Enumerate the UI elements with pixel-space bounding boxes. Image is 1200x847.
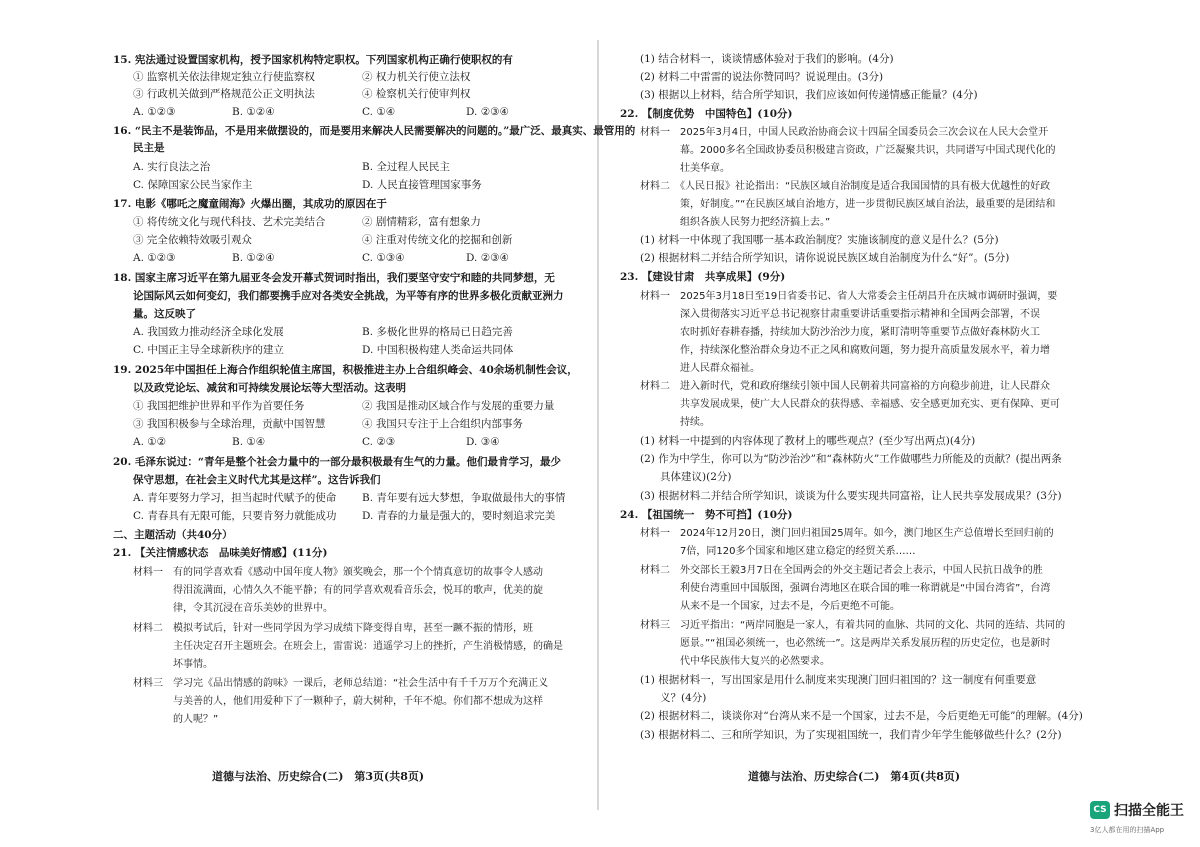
text-line: 具体建议)(2分) [660,471,732,483]
text-line: (1) 材料一中体现了我国哪一基本政治制度？实施该制度的意义是什么？(5分) [640,234,999,246]
text-line: A. ①② [133,436,167,448]
text-line: 17. 电影《哪吒之魔童闹海》火爆出圈，其成功的原因在于 [113,198,387,210]
text-line: ① 将传统文化与现代科技、艺术完美结合 [133,216,326,228]
text-line: A. ①②③ [133,106,176,118]
text-line: ① 监察机关依法律规定独立行使监察权 [133,71,315,83]
text-line: 进人民群众福祉。 [680,363,760,374]
text-line: 农时抓好春耕春播，持续加大防沙治沙力度，紧盯清明等重要节点做好森林防火工 [680,327,1040,338]
text-line: (2) 作为中学生，你可以为“防沙治沙”和“森林防火”工作做哪些力所能及的贡献？(提出两条 [640,453,1062,465]
text-line: (1) 根据材料一，写出国家是用什么制度来实现澳门回归祖国的？这一制度有何重要意 [640,674,1037,686]
text-line: 材料二 《人民日报》社论指出：“民族区域自治制度是适合我国国情的具有极大优越性的好政 [640,181,1051,192]
text-line: D. 青春的力量是强大的，要时刻追求完美 [362,510,556,522]
text-line: (2) 根据材料二，谈谈你对“台湾从来不是一个国家，过去不是，今后更绝无可能”的理解。(4分) [640,710,1083,722]
text-line: 律，令其沉浸在音乐美妙的世界中。 [173,603,333,614]
text-line: C. ①④ [362,106,396,118]
text-line: 壮美华章。 [680,163,730,174]
text-line: ④ 我国只专注于上合组织内部事务 [362,418,523,430]
text-line: 15. 宪法通过设置国家机构，授予国家机构特定职权。下列国家机构正确行使职权的有 [113,54,513,66]
text-line: B. ①②④ [232,252,275,264]
text-line: 代中华民族伟大复兴的必然要求。 [680,656,830,667]
left-page-footer: 道德与法治、历史综合(二) 第3页(共8页) [212,770,425,783]
text-line: 主任决定召开主题班会。在班会上，雷雷说：逍遥学习上的挫折，产生消极情感，的确是 [173,641,563,652]
text-line: 22. 【制度优势 中国特色】(10分) [620,108,793,120]
text-line: 量。这反映了 [133,308,196,320]
text-line: 保守思想，在社会主义时代尤其是这样”。这告诉我们 [133,474,381,486]
text-line: 持续。 [680,417,710,428]
watermark-app-name: 扫描全能王 [1114,803,1184,819]
text-line: 材料三 习近平指出：“两岸同胞是一家人，有着共同的血脉、共同的文化、共同的连结、共同的 [640,620,1066,631]
text-line: 愿景。”“祖国必须统一，也必然统一”。这是两岸关系发展历程的历史定位，也是新时 [680,638,1051,649]
text-line: 坏事情。 [173,659,213,670]
text-line: 材料一 2025年3月4日，中国人民政治协商会议十四届全国委员会三次会议在人民大会堂开 [640,127,1049,138]
text-line: 24. 【祖国统一 势不可挡】(10分) [620,509,793,521]
text-line: ① 我国把维护世界和平作为首要任务 [133,400,305,412]
text-line: 材料三 学习完《品出情感的韵味》一课后，老师总结道：“社会生活中有千千万万个充满正义 [133,678,549,689]
text-line: 民主是 [133,142,165,154]
text-line: 组织各族人民努力把经济搞上去。” [680,217,831,228]
text-line: ④ 注重对传统文化的挖掘和创新 [362,234,513,246]
text-line: C. 青春具有无限可能，只要肯努力就能成功 [133,510,337,522]
text-line: (2) 根据材料二并结合所学知识，请你说说民族区域自治制度为什么“好”。(5分) [640,252,1010,264]
text-line: 得泪流满面，心情久久不能平静；有的同学喜欢观看音乐会，悦耳的歌声，优美的旋 [173,585,543,596]
text-line: 与美善的人，他们用爱种下了一颗种子，蔚大树种，千年不熄。你们都不想成为这样 [173,696,543,707]
text-line: 材料一 2024年12月20日，澳门回归祖国25周年。如今，澳门地区生产总值增长至回归前的 [640,528,1054,539]
text-line: (3) 根据材料二、三和所学知识，为了实现祖国统一，我们青少年学生能够做些什么？(2分) [640,729,1062,741]
text-line: C. ①③④ [362,252,405,264]
text-line: D. ③④ [466,436,500,448]
text-line: 18. 国家主席习近平在第九届亚冬会发开幕式贺词时指出，我们要坚守安宁和睦的共同梦想，无 [113,272,555,284]
text-line: ③ 行政机关做到严格规范公正文明执法 [133,88,315,100]
text-line: (1) 材料一中提到的内容体现了教材上的哪些观点？(至少写出两点)(4分) [640,435,976,447]
text-line: D. ②③④ [466,106,509,118]
text-line: B. 青年要有远大梦想，争取做最伟大的事情 [362,492,566,504]
text-line: D. 中国积极构建人类命运共同体 [362,344,514,356]
text-line: 23. 【建设甘肃 共享成果】(9分) [620,271,786,283]
text-line: (3) 根据以上材料，结合所学知识，我们应该如何传递情感正能量？(4分) [640,89,978,101]
text-line: ② 权力机关行使立法权 [362,71,471,83]
text-line: 材料一 2025年3月18日至19日省委书记、省人大常委会主任胡昌升在庆城市调研时强调，要 [640,291,1058,302]
text-line: ② 我国是推动区域合作与发展的重要力量 [362,400,555,412]
text-line: (1) 结合材料一，谈谈情感体验对于我们的影响。(4分) [640,53,894,65]
text-line: D. 人民直接管理国家事务 [362,179,482,191]
text-line: 幕。2000多名全国政协委员积极建言资政，广泛凝聚共识，共同谱写中国式现代化的 [680,145,1056,156]
text-line: 材料二 进入新时代，党和政府继续引领中国人民朝着共同富裕的方向稳步前进，让人民群众 [640,381,1050,392]
text-line: 二、主题活动（共40分） [113,529,233,541]
text-line: 7倍，同120多个国家和地区建立稳定的经贸关系…… [680,546,916,557]
text-line: B. ①②④ [232,106,275,118]
text-line: 论国际风云如何变幻，我们都要携手应对各类安全挑战，为平等有序的世界多极化贡献亚洲力 [133,290,564,302]
right-page-footer: 道德与法治、历史综合(二) 第4页(共8页) [748,770,961,783]
text-line: C. ②③ [362,436,396,448]
text-line: 材料二 外交部长王毅3月7日在全国两会的外交主题记者会上表示，中国人民抗日战争的胜 [640,565,1043,576]
scanner-watermark [1090,799,1198,841]
text-line: B. ①④ [232,436,266,448]
text-line: C. 中国正主导全球新秩序的建立 [133,344,284,356]
text-line: 材料二 模拟考试后，针对一些同学因为学习成绩下降变得自卑，甚至一蹶不振的情形，班 [133,623,533,634]
text-line: 材料一 有的同学喜欢看《感动中国年度人物》颁奖晚会，那一个个情真意切的故事令人感动 [133,567,543,578]
text-line: 21. 【关注情感状态 品味美好情感】(11分) [113,547,328,559]
text-line: A. 青年要努力学习，担当起时代赋予的使命 [133,492,337,504]
text-line: A. 我国致力推动经济全球化发展 [133,326,284,338]
text-line: 以及政党论坛、减贫和可持续发展论坛等大型活动。这表明 [133,382,406,394]
text-line: (2) 材料二中雷雷的说法你赞同吗？说说理由。(3分) [640,71,884,83]
text-line: (3) 根据材料二并结合所学知识，谈谈为什么要实现共同富裕，让人民共享发展成果？(3分) [640,490,1062,502]
text-line: 16. “民主不是装饰品，不是用来做摆设的，而是要用来解决人民需要解决的问题的。”最广泛、最真实、最管用的 [113,125,636,137]
text-line: A. 实行良法之治 [133,161,211,173]
watermark-tagline: 3亿人都在用的扫描App [1090,826,1165,834]
text-line: 19. 2025年中国担任上海合作组织轮值主席国，积极推进主办上合组织峰会、40余场机制性会议， [113,364,578,376]
text-line: 从来不是一个国家，过去不是，今后更绝不可能。 [680,601,900,612]
text-line: C. 保障国家公民当家作主 [133,179,253,191]
text-line: ② 剧情精彩，富有想象力 [362,216,481,228]
right-page [600,0,1200,847]
text-line: 义？(4分) [660,692,707,704]
text-line: ③ 完全依赖特效吸引观众 [133,234,252,246]
text-line: 共享发展成果，使广大人民群众的获得感、幸福感、安全感更加充实、更有保障、更可 [680,399,1060,410]
text-line: 利使台湾重回中国版图，强调台湾地区在联合国的唯一称谓就是“中国台湾省”，台湾 [680,583,1051,594]
text-line: 20. 毛泽东说过：“青年是整个社会力量中的一部分最积极最有生气的力量。他们最肯学习，最少 [113,456,561,468]
text-line: ③ 我国积极参与全球治理，贡献中国智慧 [133,418,326,430]
text-line: D. ②③④ [466,252,509,264]
text-line: 深入贯彻落实习近平总书记视察甘肃重要讲话重要指示精神和全国两会部署，不误 [680,309,1040,320]
text-line: ④ 检察机关行使审判权 [362,88,471,100]
text-line: 策，好制度。”“在民族区域自治地方，进一步贯彻民族区域自治法，最重要的是团结和 [680,199,1056,210]
text-line: A. ①②③ [133,252,176,264]
text-line: 的人呢？” [173,714,219,725]
text-line: 作，持续深化整治群众身边不正之风和腐败问题，努力提升高质量发展水平，着力增 [680,345,1050,356]
text-line: B. 多极化世界的格局已日趋完善 [362,326,513,338]
camscanner-logo-icon: CS [1090,801,1110,819]
text-line: B. 全过程人民民主 [362,161,450,173]
